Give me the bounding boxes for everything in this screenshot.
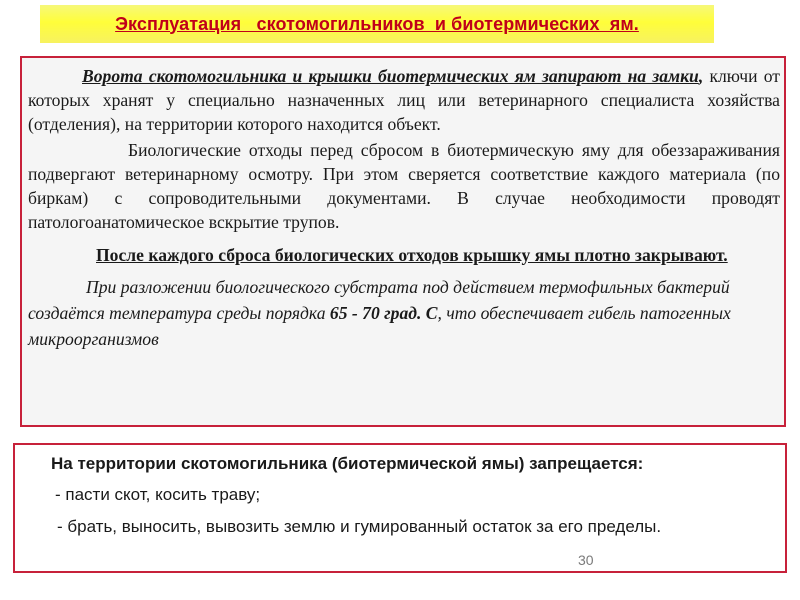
- title-banner: [40, 5, 714, 43]
- slide-title: Эксплуатация скотомогильников и биотермических ям.: [115, 13, 639, 34]
- decomposition-text-1: При разложении биологического субстрата под действием термофильных бактерий создаётся температура среды порядка: [28, 277, 730, 323]
- decomposition-text-2: , что обеспечивает гибель патогенных микроорганизмов: [28, 303, 731, 349]
- inspection-text: Биологические отходы перед сбросом в биотермическую яму для обеззараживания подвергают ветеринарному осмотру. При этом сверяется соответствие каждого материала (по биркам) с сопроводительными документами. В случае необходимости проводят патологоанатомическое вскрытие трупов.: [28, 140, 780, 232]
- temperature-range: 65 - 70 град. С: [329, 303, 438, 323]
- locks-rest-text: ключи от которых хранят у специально назначенных лиц или ветеринарного специалиста хозяйства (отделения), на территории которого находится объект.: [28, 66, 780, 134]
- paragraph-decomposition: [28, 274, 780, 352]
- paragraph-close-lid: [28, 240, 780, 270]
- prohibition-item-text: - брать, выносить, вывозить землю и гумированный остаток за его пределы.: [57, 517, 662, 536]
- operations-text-box: [20, 56, 786, 427]
- prohibitions-box: [13, 443, 787, 573]
- prohibition-item: - пасти скот, косить траву;: [55, 485, 261, 504]
- paragraph-locks: [28, 64, 780, 136]
- locks-lead-text: Ворота скотомогильника и крышки биотермических ям запирают на замки: [82, 66, 699, 86]
- prohibition-item: [21, 516, 779, 538]
- paragraph-inspection: [28, 138, 780, 234]
- close-lid-text: После каждого сброса биологических отходов крышку ямы плотно закрывают.: [96, 245, 728, 265]
- locks-lead-comma: ,: [698, 66, 704, 86]
- prohibitions-heading: На территории скотомогильника (биотермической ямы) запрещается:: [51, 454, 644, 473]
- page-number: 30: [578, 552, 594, 568]
